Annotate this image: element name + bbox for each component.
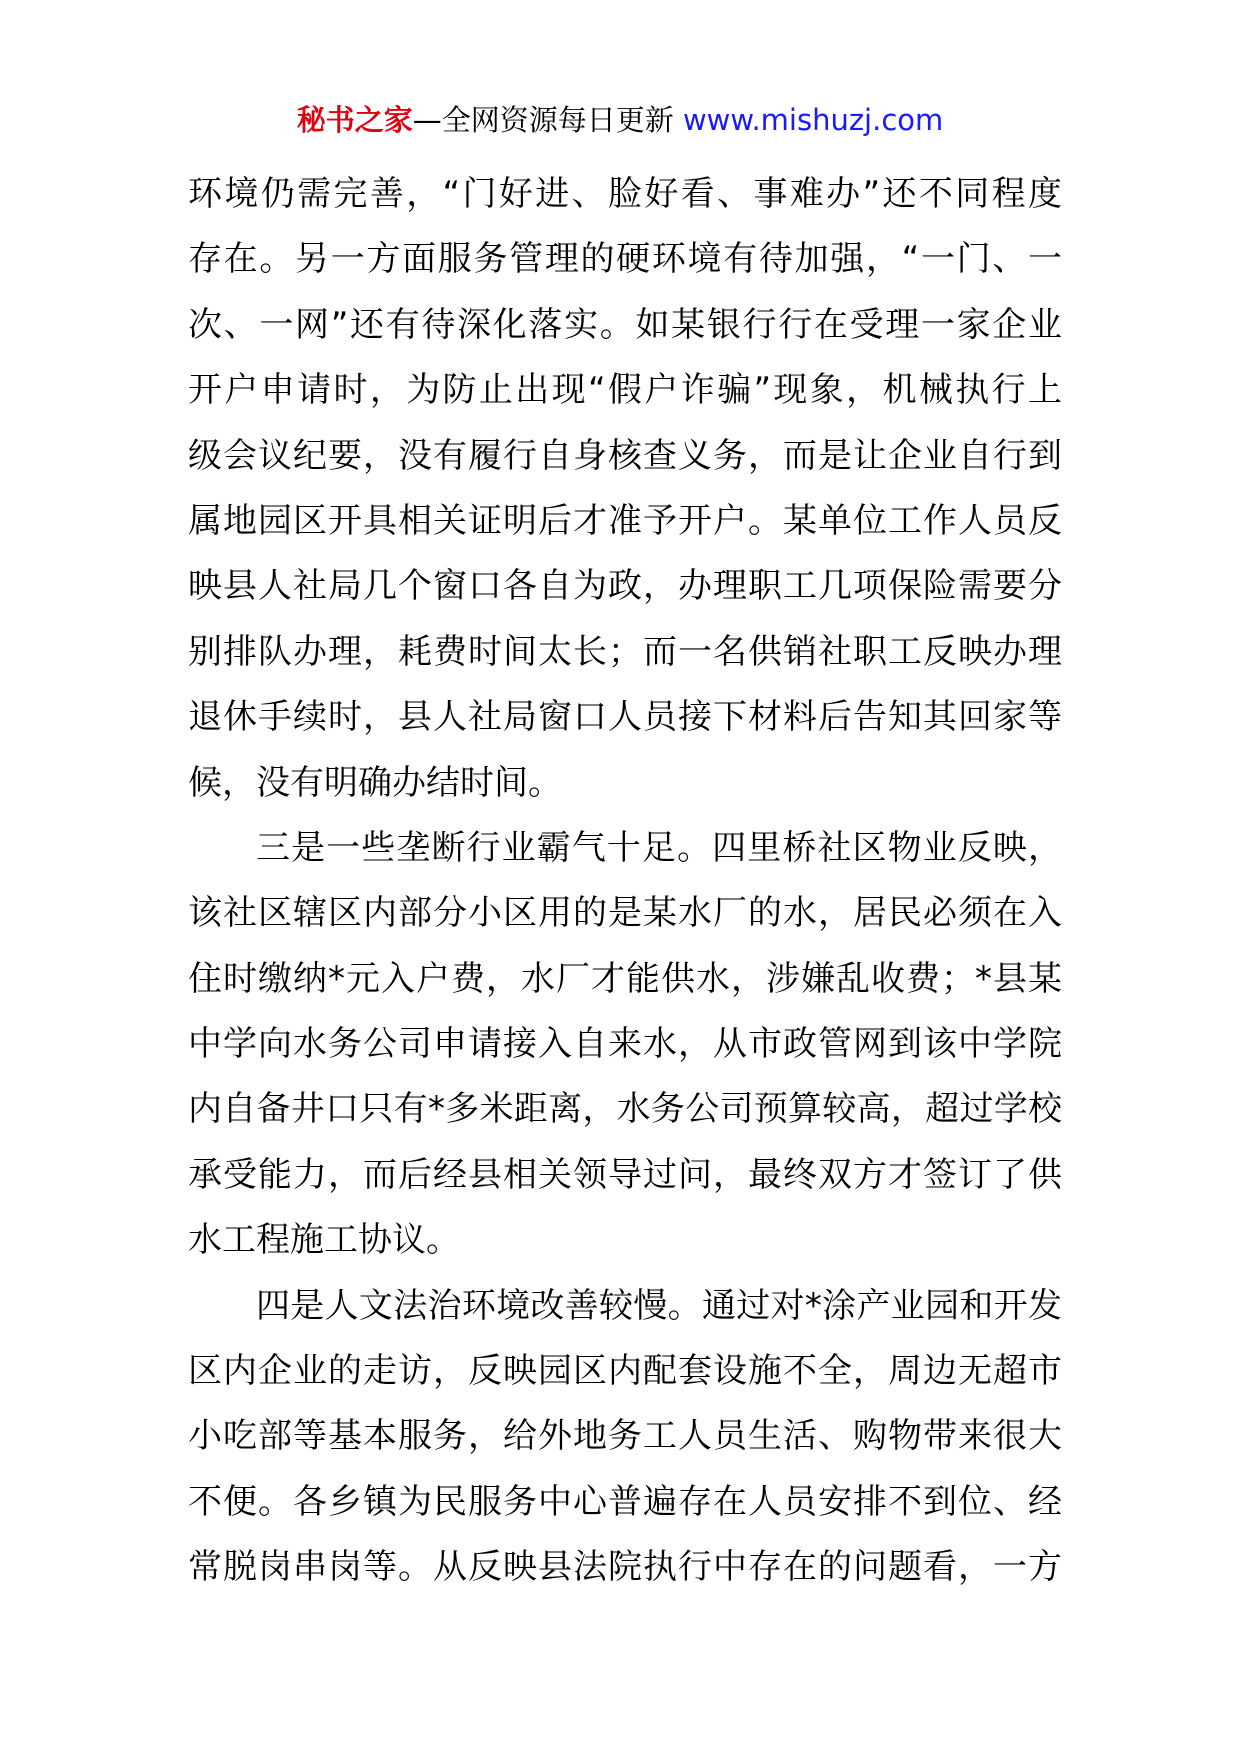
- text-line: 四是人文法治环境改善较慢。通过对*涂产业园和开发: [256, 1285, 1062, 1326]
- text-line: 常脱岗串岗等。从反映县法院执行中存在的问题看，一方: [188, 1547, 1062, 1588]
- text-line: 存在。另一方面服务管理的硬环境有待加强，“一门、一: [188, 239, 1062, 280]
- text-line: 别排队办理，耗费时间太长；而一名供销社职工反映办理: [188, 631, 1062, 672]
- text-line: 三是一些垄断行业霸气十足。四里桥社区物业反映，: [256, 827, 1062, 868]
- text-line: 水工程施工协议。: [188, 1220, 460, 1261]
- text-line: 该社区辖区内部分小区用的是某水厂的水，居民必须在入: [188, 893, 1062, 934]
- text-line: 属地园区开具相关证明后才准予开户。某单位工作人员反: [188, 500, 1062, 541]
- text-line: 级会议纪要，没有履行自身核查义务，而是让企业自行到: [188, 435, 1062, 476]
- header-tagline: —全网资源每日更新: [412, 103, 683, 137]
- text-line: 不便。各乡镇为民服务中心普遍存在人员安排不到位、经: [188, 1481, 1062, 1522]
- text-line: 候，没有明确办结时间。: [188, 762, 562, 803]
- text-line: 映县人社局几个窗口各自为政，办理职工几项保险需要分: [188, 566, 1062, 607]
- brand-name: 秘书之家: [296, 103, 413, 137]
- text-line: 开户申请时，为防止出现“假户诈骗”现象，机械执行上: [188, 370, 1062, 411]
- text-line: 区内企业的走访，反映园区内配套设施不全，周边无超市: [188, 1351, 1062, 1392]
- text-line: 承受能力，而后经县相关领导过问，最终双方才签订了供: [188, 1154, 1062, 1195]
- page-header: [0, 100, 1240, 140]
- document-body: [188, 162, 1062, 1601]
- paragraph-3: [188, 1274, 1062, 1601]
- text-line: 住时缴纳*元入户费，水厂才能供水，涉嫌乱收费；*县某: [188, 958, 1062, 999]
- text-line: 中学向水务公司申请接入自来水，从市政管网到该中学院: [188, 1024, 1062, 1065]
- paragraph-1: [188, 162, 1062, 816]
- site-url-link[interactable]: www.mishuzj.com: [682, 103, 944, 137]
- text-line: 环境仍需完善，“门好进、脸好看、事难办”还不同程度: [188, 174, 1062, 214]
- text-line: 退休手续时，县人社局窗口人员接下材料后告知其回家等: [188, 697, 1062, 738]
- paragraph-2: [188, 816, 1062, 1274]
- text-line: 内自备井口只有*多米距离，水务公司预算较高，超过学校: [188, 1089, 1062, 1130]
- text-line: 小吃部等基本服务，给外地务工人员生活、购物带来很大: [188, 1416, 1062, 1457]
- text-line: 次、一网”还有待深化落实。如某银行行在受理一家企业: [188, 304, 1062, 345]
